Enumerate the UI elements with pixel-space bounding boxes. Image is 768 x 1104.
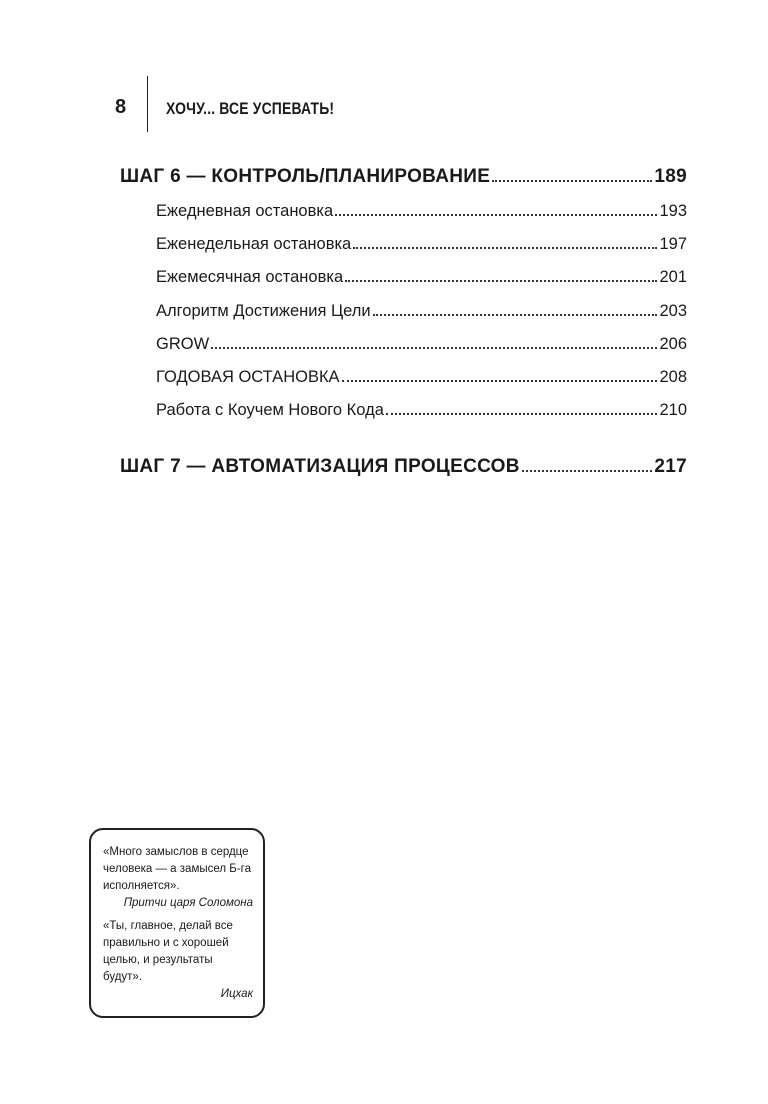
toc-entry-label: ГОДОВАЯ ОСТАНОВКА	[156, 368, 340, 386]
toc-entry-new-code-coach[interactable]	[156, 401, 687, 420]
toc-entry-label: ШАГ 7 — АВТОМАТИЗАЦИЯ ПРОЦЕССОВ	[120, 456, 520, 477]
toc-entry-label: Ежемесячная остановка	[156, 268, 344, 286]
epigraph-author: Притчи царя Соломона	[123, 897, 253, 909]
toc-entry-monthly-stop[interactable]	[156, 268, 687, 287]
dot-leader	[342, 380, 658, 382]
dot-leader	[492, 180, 652, 182]
epigraph-author: Ицхак	[220, 988, 253, 1000]
toc-entry-page: 206	[659, 335, 687, 353]
toc-entry-label: Алгоритм Достижения Цели	[156, 302, 371, 320]
dot-leader	[211, 347, 657, 349]
dot-leader	[373, 314, 658, 316]
toc-entry-page: 197	[659, 235, 687, 253]
toc-entry-label: Еженедельная остановка	[156, 235, 352, 253]
running-head	[0, 0, 768, 140]
toc-entry-goal-algorithm[interactable]	[156, 302, 687, 321]
toc-entry-page: 189	[654, 166, 687, 187]
toc-entry-step-6[interactable]	[120, 166, 687, 188]
toc-entry-label: ШАГ 6 — КОНТРОЛЬ/ПЛАНИРОВАНИЕ	[120, 166, 491, 187]
dot-leader	[522, 470, 653, 472]
toc-entry-grow[interactable]	[156, 335, 687, 354]
toc-entry-label: Ежедневная остановка	[156, 202, 334, 220]
header-divider	[147, 76, 148, 132]
toc-entry-page: 203	[659, 302, 687, 320]
toc-entry-label: GROW	[156, 335, 210, 353]
toc-entry-page: 193	[659, 202, 687, 220]
epigraph-quote: «Ты, главное, делай все правильно и с хорошей целью, и результаты будут».	[103, 920, 233, 983]
toc-entry-page: 208	[659, 368, 687, 386]
toc-entry-step-7[interactable]	[120, 456, 687, 478]
book-title: ХОЧУ... ВСЕ УСПЕВАТЬ!	[166, 99, 335, 118]
toc-entry-yearly-stop[interactable]	[156, 368, 687, 387]
toc-entry-page: 210	[659, 401, 687, 419]
page-number: 8	[115, 96, 127, 118]
dot-leader	[335, 214, 657, 216]
epigraph-quote: «Много замыслов в сердце человека — а замысел Б-га исполняется».	[103, 846, 252, 892]
toc-entry-page: 217	[654, 456, 687, 477]
dot-leader	[386, 413, 658, 415]
dot-leader	[345, 280, 657, 282]
toc-entry-label: Работа с Коучем Нового Кода	[156, 401, 384, 419]
toc-entry-page: 201	[659, 268, 687, 286]
dot-leader	[353, 247, 657, 249]
toc-entry-daily-stop[interactable]	[156, 202, 687, 221]
epigraph-box	[89, 828, 265, 1018]
toc-entry-weekly-stop[interactable]	[156, 235, 687, 254]
